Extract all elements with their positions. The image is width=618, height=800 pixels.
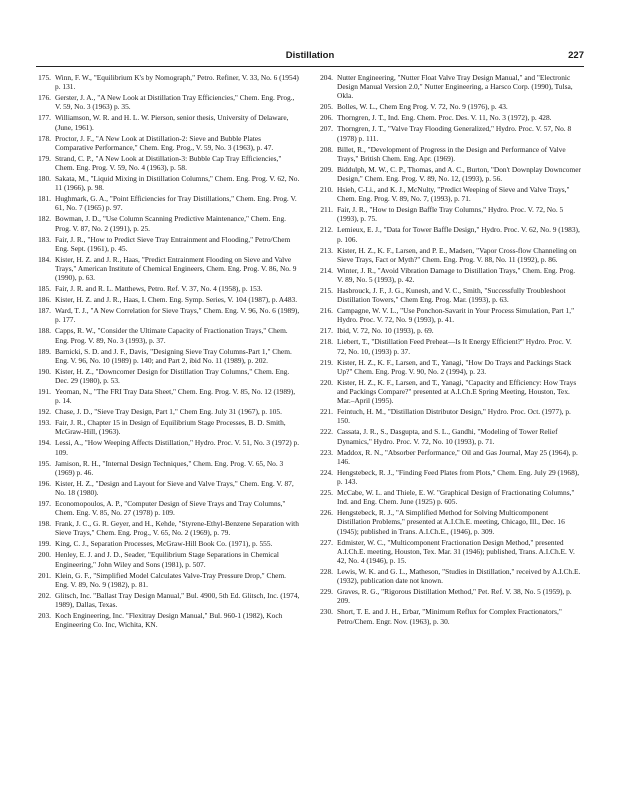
reference-text: Graves, R. G., "Rigorous Distillation Method," Pet. Ref. V. 38, No. 5 (1959), p. 209. bbox=[337, 587, 572, 606]
reference-text: Gerster, J. A., "A New Look at Distillation Tray Efficiencies," Chem. Eng. Prog., V. 59, No. 3 (1963) p. 35. bbox=[55, 93, 295, 112]
reference-number: 214. bbox=[320, 265, 333, 275]
reference-number: 197. bbox=[38, 499, 51, 509]
reference-text: Biddulph, M. W., C. P., Thomas, and A. C., Burton, "Don't Downplay Downcomer Design," Chem. Eng. Prog. V. 89, No. 12, (1993), p. 56. bbox=[337, 164, 581, 184]
page-header bbox=[36, 50, 584, 67]
reference-text: Edmister, W. C., "Multicomponent Fractionation Design Method," presented A.I.Ch.E. meeting, Houston, Tex. Mar. 31 (1946); published, Trans. A.I.Ch.E. V. 42, No. 4 (1946), p. 15. bbox=[337, 537, 575, 566]
reference-entry bbox=[36, 407, 300, 416]
reference-entry bbox=[36, 154, 300, 172]
reference-entry bbox=[318, 468, 582, 486]
reference-text: Campagne, W. V. L., "Use Ponchon-Savarit in Your Process Simulation, Part 1," Hydro. Proc. V. 72, No. 9 (1993), p. 41. bbox=[337, 306, 575, 325]
reference-number: 190. bbox=[38, 366, 51, 376]
reference-text: Koch Engineering, Inc. "Flexitray Design Manual," Bul. 960-1 (1982), Koch Engineering Co. Inc, Wichita, KN. bbox=[55, 611, 283, 630]
reference-entry bbox=[318, 185, 582, 203]
reference-text: Cassata, J. R., S., Dasgupta, and S. L., Gandhi, "Modeling of Tower Relief Dynamics," Hydro. Proc. V. 72, No. 10 (1993), p. 71. bbox=[337, 427, 558, 446]
reference-text: Thorngren, J. T., "Valve Tray Flooding Generalized," Hydro. Proc. V. 57, No. 8 (1978) p. 111. bbox=[337, 124, 572, 143]
running-title: Distillation bbox=[285, 50, 335, 61]
reference-number: 218. bbox=[320, 337, 333, 347]
reference-entry bbox=[36, 284, 300, 293]
reference-entry bbox=[36, 479, 300, 497]
reference-text: Fair, J. R. and R. L. Matthews, Petro. Ref. V. 37, No. 4 (1958), p. 153. bbox=[55, 284, 263, 294]
reference-number: 223. bbox=[320, 447, 333, 457]
reference-entry bbox=[318, 165, 582, 183]
reference-number: 213. bbox=[320, 245, 333, 255]
reference-number: 183. bbox=[38, 234, 51, 244]
reference-text: Thorngren, J. T., Ind. Eng. Chem. Proc. Des. V. 11, No. 3 (1972), p. 428. bbox=[337, 113, 552, 123]
reference-entry bbox=[318, 73, 582, 101]
reference-entry bbox=[36, 519, 300, 537]
reference-text: Kister, H. Z., K. F., Larsen, and T., Yanagi, "Capacity and Efficiency: How Trays and Packings Compare?" presented at A.I.Ch.E Spring Meeting, Houston, Tex. Mar.–April (1995). bbox=[337, 377, 577, 406]
reference-entry bbox=[318, 587, 582, 605]
reference-entry bbox=[36, 174, 300, 192]
reference-text: King, C. J., Separation Processes, McGraw-Hill Book Co. (1971), p. 555. bbox=[55, 539, 273, 549]
reference-text: Yeoman, N., "The FRI Tray Data Sheet," Chem. Eng. Prog. V. 85, No. 12 (1989), p. 14. bbox=[55, 387, 296, 406]
reference-entry bbox=[36, 113, 300, 131]
reference-number: 217. bbox=[320, 326, 333, 336]
reference-entry bbox=[36, 214, 300, 232]
references-right-column bbox=[318, 73, 582, 628]
reference-entry bbox=[36, 255, 300, 283]
reference-entry bbox=[318, 358, 582, 376]
reference-entry bbox=[318, 378, 582, 406]
reference-text: Kister, H. Z., "Downcomer Design for Distillation Tray Columns," Chem. Eng. Dec. 29 (1980), p. 53. bbox=[55, 366, 290, 386]
reference-text: Chase, J. D., "Sieve Tray Design, Part 1," Chem Eng. July 31 (1967), p. 105. bbox=[55, 407, 282, 417]
reference-text: Winter, J. R., "Avoid Vibration Damage to Distillation Trays," Chem. Eng. Prog. V. 89, No. 5 (1993), p. 42. bbox=[337, 265, 576, 285]
reference-text: Feintuch, H. M., "Distillation Distributor Design," Hydro. Proc. Oct. (1977), p. 150. bbox=[337, 407, 571, 426]
reference-entry bbox=[318, 145, 582, 163]
reference-text: Hughmark, G. A., "Point Efficiencies for Tray Distillations," Chem. Eng. Prog. V. 61, No. 7 (1965) p. 97. bbox=[55, 194, 297, 213]
reference-text: Ibid, V. 72, No. 10 (1993), p. 69. bbox=[337, 326, 434, 336]
reference-entry bbox=[36, 326, 300, 344]
reference-number: 230. bbox=[320, 607, 333, 617]
reference-number: 195. bbox=[38, 458, 51, 468]
reference-text: Bolles, W. L., Chem Eng Prog. V. 72, No. 9 (1976), p. 43. bbox=[337, 102, 508, 112]
reference-entry bbox=[318, 246, 582, 264]
reference-number: 181. bbox=[38, 194, 51, 204]
reference-text: Hasbrouck, J. F., J. G., Kunesh, and V. C., Smith, "Successfully Troubleshoot Distillation Towers," Chem Eng. Prog. Mar. (1993), p. 63. bbox=[337, 286, 566, 305]
reference-entry bbox=[36, 367, 300, 385]
reference-text: Kister, H. Z., K. F., Larsen, and T., Yanagi, "How Do Trays and Packings Stack Up?" Chem. Eng. Prog. V. 90, No. 2 (1994), p. 23. bbox=[337, 357, 572, 376]
reference-text: Frank, J. C., G. R. Geyer, and H., Kehde, "Styrene-Ethyl-Benzene Separation with Sieve Trays," Chem. Eng. Prog., V. 65, No. 2 (1969), p. 79. bbox=[55, 519, 299, 538]
reference-entry bbox=[318, 102, 582, 111]
reference-text: Sakata, M., "Liquid Mixing in Distillation Columns," Chem. Eng. Prog. V. 62, No. 11 (1966), p. 98. bbox=[55, 174, 300, 193]
reference-number: 184. bbox=[38, 254, 51, 264]
reference-entry bbox=[36, 306, 300, 324]
reference-entry bbox=[36, 459, 300, 477]
reference-number: 194. bbox=[38, 438, 51, 448]
reference-text: Kister, H. Z. and J. R., Haas, I. Chem. Eng. Symp. Series, V. 104 (1987), p. A483. bbox=[55, 295, 298, 305]
reference-text: Hsieh, C-Li., and K. J., McNulty, "Predict Weeping of Sieve and Valve Trays," Chem. Eng. Prog. V. 89, No. 7, (1993), p. 71. bbox=[337, 185, 570, 204]
reference-entry bbox=[36, 73, 300, 91]
reference-text: Hengstebeck, R. J., "Finding Feed Plates from Plots," Chem. Eng. July 29 (1968), p. 143. bbox=[337, 467, 580, 487]
reference-number: 226. bbox=[320, 508, 333, 518]
reference-number: 221. bbox=[320, 407, 333, 417]
references-left-column bbox=[36, 73, 300, 631]
reference-text: Ward, T. J., "A New Correlation for Sieve Trays," Chem. Eng. V. 96, No. 6 (1989), p. 177. bbox=[55, 306, 300, 325]
reference-number: 212. bbox=[320, 225, 333, 235]
reference-number: 178. bbox=[38, 133, 51, 143]
reference-number: 200. bbox=[38, 550, 51, 560]
reference-entry bbox=[36, 571, 300, 589]
reference-text: Glitsch, Inc. "Ballast Tray Design Manual," Bul. 4900, 5th Ed. Glitsch, Inc. (1974, 1989), Dallas, Texas. bbox=[55, 590, 300, 610]
reference-number: 187. bbox=[38, 306, 51, 316]
reference-text: McCabe, W. L. and Thiele, E. W. "Graphical Design of Fractionating Columns," Ind. and Eng. Chem. June (1925) p. 605. bbox=[337, 488, 575, 507]
reference-text: Barnicki, S. D. and J. F., Davis, "Designing Sieve Tray Columns-Part 1," Chem. Eng. V. 96, No. 10 (1989) p. 140; and Part 2, ibid No. 11 (1989), p. 202. bbox=[55, 346, 292, 365]
reference-entry bbox=[318, 508, 582, 536]
reference-text: Capps, R. W., "Consider the Ultimate Capacity of Fractionation Trays," Chem. Eng. Prog. V. 89, No. 3 (1993), p. 37. bbox=[55, 326, 288, 345]
reference-text: Kister, H. Z., K. F., Larsen, and P. E., Madsen, "Vapor Cross-flow Channeling on Sieve Trays, Fact or Myth?" Chem. Eng. Prog. V. 88, No. 11 (1992), p. 86. bbox=[337, 245, 577, 264]
reference-number: 220. bbox=[320, 377, 333, 387]
reference-entry bbox=[318, 306, 582, 324]
reference-entry bbox=[318, 286, 582, 304]
reference-entry bbox=[36, 235, 300, 253]
reference-number: 185. bbox=[38, 284, 51, 294]
reference-number: 196. bbox=[38, 478, 51, 488]
reference-text: Jamison, R. H., "Internal Design Techniques," Chem. Eng. Prog. V. 65, No. 3 (1969) p. 46. bbox=[55, 458, 284, 477]
reference-entry bbox=[36, 194, 300, 212]
reference-text: Nutter Engineering, "Nutter Float Valve Tray Design Manual," and "Electronic Design Manual Version 2.0," Nutter Engineering, a Harsco Corp. (1990), Tulsa, Okla. bbox=[337, 73, 573, 101]
reference-entry bbox=[318, 607, 582, 625]
reference-number: 182. bbox=[38, 214, 51, 224]
reference-number: 206. bbox=[320, 113, 333, 123]
reference-text: Fair, J. R., "How to Predict Sieve Tray Entrainment and Flooding," Petro/Chem Eng. Sept. (1961), p. 45. bbox=[55, 234, 291, 253]
reference-number: 224. bbox=[320, 467, 333, 477]
reference-number: 202. bbox=[38, 590, 51, 600]
reference-text: Proctor, J. F., "A New Look at Distillation-2: Sieve and Bubble Plates Comparative Performance," Chem. Eng. Prog., V. 59, No. 3 (1963), p. 47. bbox=[55, 133, 274, 152]
reference-number: 229. bbox=[320, 587, 333, 597]
reference-number: 186. bbox=[38, 295, 51, 305]
reference-number: 210. bbox=[320, 185, 333, 195]
reference-number: 176. bbox=[38, 93, 51, 103]
reference-number: 222. bbox=[320, 427, 333, 437]
reference-number: 209. bbox=[320, 164, 333, 174]
reference-number: 198. bbox=[38, 519, 51, 529]
reference-entry bbox=[36, 387, 300, 405]
reference-entry bbox=[318, 205, 582, 223]
reference-entry bbox=[318, 225, 582, 243]
reference-number: 211. bbox=[320, 205, 333, 215]
reference-number: 175. bbox=[38, 73, 51, 82]
reference-text: Fair, J. R., "How to Design Baffle Tray Columns," Hydro. Proc. V. 72, No. 5 (1993), p. 75. bbox=[337, 205, 564, 224]
reference-number: 203. bbox=[38, 611, 51, 621]
reference-entry bbox=[36, 438, 300, 456]
page-number: 227 bbox=[568, 50, 584, 61]
reference-text: Winn, F. W., "Equilibrium K's by Nomograph," Petro. Refiner, V. 33, No. 6 (1954) p. 131. bbox=[55, 73, 299, 92]
reference-text: Lessi, A., "How Weeping Affects Distillation," Hydro. Proc. V. 51, No. 3 (1972) p. 109. bbox=[55, 438, 300, 457]
reference-entry bbox=[318, 538, 582, 566]
reference-entry bbox=[318, 337, 582, 355]
reference-text: Williamson, W. R. and H. L. W. Pierson, senior thesis, University of Delaware, (June, 1961). bbox=[55, 113, 289, 132]
reference-entry bbox=[36, 539, 300, 548]
reference-text: Strand, C. P., "A New Look at Distillation-3: Bubble Cap Tray Efficiencies," Chem. Eng. Prog. V. 59, No. 4 (1963), p. 58. bbox=[55, 153, 282, 173]
reference-entry bbox=[318, 488, 582, 506]
reference-text: Bowman, J. D., "Use Column Scanning Predictive Maintenance," Chem. Eng. Prog. V. 87, No. 2 (1991), p. 25. bbox=[55, 214, 287, 233]
reference-entry bbox=[318, 113, 582, 122]
reference-number: 201. bbox=[38, 570, 51, 580]
reference-text: Short, T. E. and J. H., Erbar, "Minimum Reflux for Complex Fractionators," Petro/Chem. Engr. Nov. (1963), p. 30. bbox=[337, 607, 562, 626]
reference-entry bbox=[36, 93, 300, 111]
reference-text: Klein, G. F., "Simplified Model Calculates Valve-Tray Pressure Drop," Chem. Eng. V. 89, No. 9 (1982), p. 81. bbox=[55, 570, 287, 589]
reference-number: 205. bbox=[320, 102, 333, 112]
reference-entry bbox=[36, 550, 300, 568]
reference-text: Kister, H. Z. and J. R., Haas, "Predict Entrainment Flooding on Sieve and Valve Trays," American Institute of Chemical Engineers, Chem. Eng. Prog. V. 86, No. 9 (1990), p. 63. bbox=[55, 254, 297, 283]
reference-entry bbox=[36, 591, 300, 609]
reference-number: 225. bbox=[320, 488, 333, 498]
reference-entry bbox=[36, 499, 300, 517]
reference-number: 193. bbox=[38, 418, 51, 428]
reference-number: 177. bbox=[38, 113, 51, 123]
reference-number: 188. bbox=[38, 326, 51, 336]
reference-text: Fair, J. R., Chapter 15 in Design of Equilibrium Stage Processes, B. D. Smith, McGraw-Hill, (1963). bbox=[55, 418, 286, 437]
reference-entry bbox=[36, 418, 300, 436]
reference-entry bbox=[318, 427, 582, 445]
reference-text: Hengstebeck, R. J., "A Simplified Method for Solving Multicomponent Distillation Problems," presented at A.I.Ch.E. meeting, Chicago, Ill., Dec. 16 (1945); published in Trans. A.I.Ch.E., (1946), p. 309. bbox=[337, 508, 565, 536]
reference-entry bbox=[318, 266, 582, 284]
reference-entry bbox=[36, 295, 300, 304]
reference-text: Liebert, T., "Distillation Feed Preheat—Is It Energy Efficient?" Hydro. Proc. V. 72, No. 10, (1993) p. 37. bbox=[337, 337, 572, 356]
reference-number: 179. bbox=[38, 153, 51, 163]
reference-number: 199. bbox=[38, 539, 51, 549]
reference-entry bbox=[318, 448, 582, 466]
reference-number: 207. bbox=[320, 124, 333, 134]
reference-text: Kister, H. Z., "Design and Layout for Sieve and Valve Trays," Chem. Eng. V. 87, No. 18 (1980). bbox=[55, 478, 294, 498]
reference-entry bbox=[36, 347, 300, 365]
reference-number: 180. bbox=[38, 174, 51, 184]
reference-text: Maddox, R. N., "Absorber Performance," Oil and Gas Journal, May 25 (1964), p. 146. bbox=[337, 447, 578, 466]
reference-text: Economopoulos, A. P., "Computer Design of Sieve Trays and Tray Columns," Chem. Eng. V. 85, No. 27 (1978) p. 109. bbox=[55, 499, 286, 518]
reference-entry bbox=[36, 134, 300, 152]
reference-number: 227. bbox=[320, 537, 333, 547]
reference-entry bbox=[318, 407, 582, 425]
reference-number: 215. bbox=[320, 286, 333, 296]
reference-number: 204. bbox=[320, 73, 333, 82]
reference-number: 219. bbox=[320, 357, 333, 367]
reference-number: 208. bbox=[320, 144, 333, 154]
reference-text: Henley, E. J. and J. D., Seader, "Equilibrium Stage Separations in Chemical Engineering," John Wiley and Sons (1981), p. 507. bbox=[55, 550, 279, 569]
reference-number: 191. bbox=[38, 387, 51, 397]
reference-number: 228. bbox=[320, 567, 333, 577]
reference-entry bbox=[318, 567, 582, 585]
reference-entry bbox=[36, 611, 300, 629]
reference-number: 189. bbox=[38, 346, 51, 356]
reference-entry bbox=[318, 124, 582, 142]
reference-text: Lemieux, E. J., "Data for Tower Baffle Design," Hydro. Proc. V. 62, No. 9 (1983), p. 106. bbox=[337, 225, 580, 244]
reference-entry bbox=[318, 326, 582, 335]
reference-text: Billet, R., "Development of Progress in the Design and Performance of Valve Trays," British Chem. Eng. Apr. (1969). bbox=[337, 144, 566, 163]
reference-number: 192. bbox=[38, 407, 51, 417]
reference-text: Lewis, W. K. and G. L., Matheson, "Studies in Distillation," received by A.I.Ch.E. (1932), publication date not known. bbox=[337, 567, 581, 586]
reference-number: 216. bbox=[320, 306, 333, 316]
